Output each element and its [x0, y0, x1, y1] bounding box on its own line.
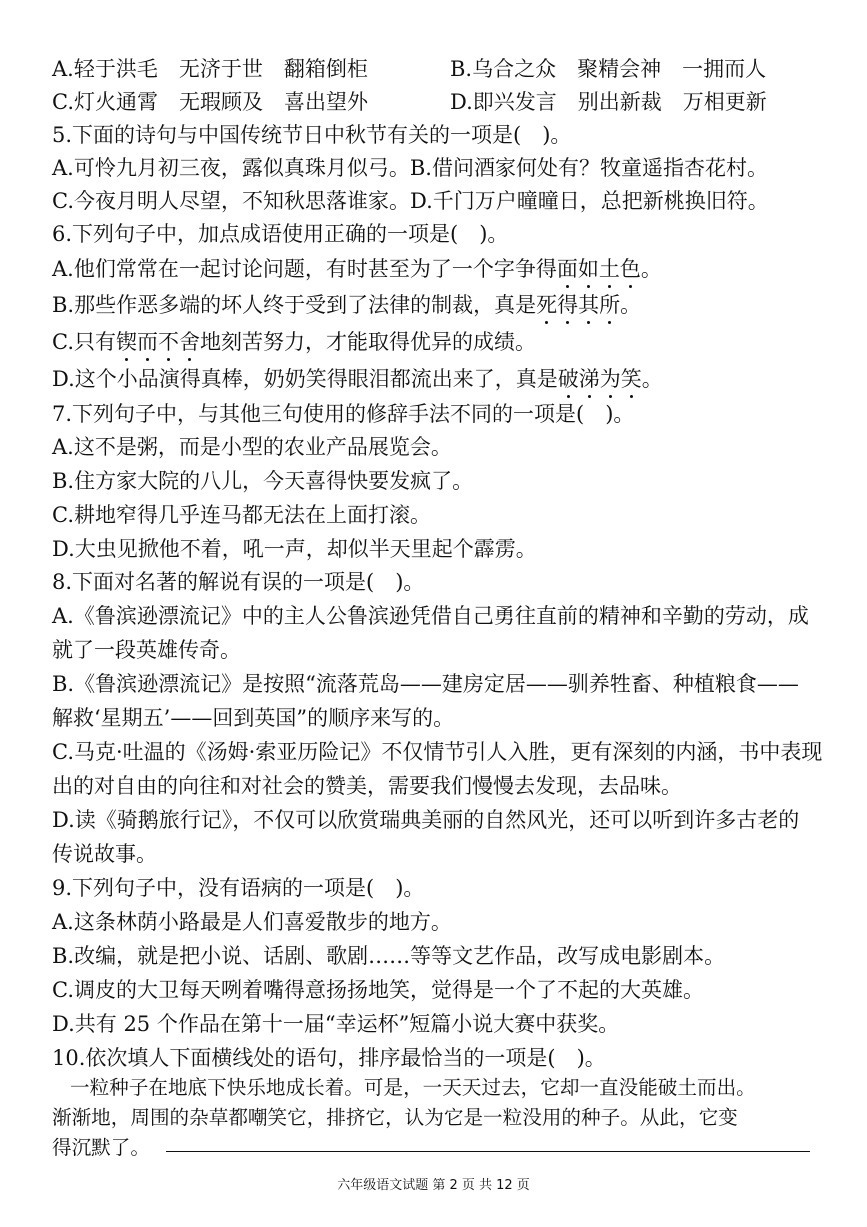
q6-option-c-end: 地刻苦努力，才能取得优异的成绩。: [200, 330, 536, 354]
q10-passage-line-2: 渐渐地，周围的杂草都嘲笑它，排挤它，认为它是一粒没用的种子。从此，它变: [52, 1106, 738, 1129]
q6-stem: 6.下列句子中，加点成语使用正确的一项是( )。: [52, 222, 509, 246]
dotted-char: 舍: [179, 330, 200, 354]
q6-option-a-text: A.他们常常在一起讨论问题，有时甚至为了一个字争得: [52, 257, 557, 281]
q10-passage-line-1: 一粒种子在地底下快乐地成长着。可是，一天天过去，它却一直没能破土而出。: [70, 1076, 756, 1099]
q7-option-c: C.耕地窄得几乎连马都无法在上面打滚。: [52, 503, 431, 527]
q6-option-b: [52, 291, 641, 319]
dotted-char: 笑: [620, 367, 642, 391]
page-footer: 六年级语文试题 第 2 页 共 12 页: [337, 1178, 530, 1193]
q5-option-b: B.借问酒家何处有？牧童遥指杏花村。: [409, 156, 768, 180]
q5-option-d: D.千门万户曈曈日，总把新桃换旧符。: [410, 189, 769, 213]
dotted-char: 所: [599, 293, 621, 317]
q8-option-b-line-1: B.《鲁滨逊漂流记》是按照“流落荒岛——建房定居——驯养牲畜、种植粮食——: [52, 672, 799, 696]
dotted-char: 如: [577, 257, 599, 281]
q6-option-d: [52, 365, 663, 393]
dotted-char: 为: [599, 367, 621, 391]
dotted-char: 涕: [578, 367, 600, 391]
q7-option-d: D.大虫见掀他不着，吼一声，却似半天里起个霹雳。: [52, 537, 537, 561]
q5-option-a: A.可怜九月初三夜，露似真珠月似弓。: [52, 156, 410, 180]
q8-option-c-line-1: C.马克·吐温的《汤姆·索亚历险记》不仅情节引人入胜，更有深刻的内涵，书中表现: [52, 740, 823, 764]
dotted-char: 不: [158, 330, 179, 354]
dotted-idiom: [557, 257, 641, 281]
q10-stem: 10.依次填人下面横线处的语句，排序最恰当的一项是( )。: [52, 1046, 606, 1070]
dotted-char: 土: [598, 257, 620, 281]
q4-option-c: C.灯火通霄 无瑕顾及 喜出望外: [52, 90, 368, 114]
q4-options-row-1: [52, 55, 766, 83]
q9-option-d: D.共有 25 个作品在第十一届“幸运杯”短篇小说大赛中获奖。: [52, 1012, 620, 1036]
q4-option-d: D.即兴发言 别出新裁 万相更新: [450, 90, 767, 114]
dotted-char: 得: [557, 293, 579, 317]
q4-option-b: B.乌合之众 聚精会神 一拥而人: [450, 57, 767, 81]
dotted-char: 其: [578, 293, 600, 317]
q5-stem: 5.下面的诗句与中国传统节日中秋节有关的一项是( )。: [52, 123, 572, 147]
q6-option-a-end: 。: [640, 257, 662, 281]
q6-option-b-text: B.那些作恶多端的坏人终于受到了法律的制裁，真是: [52, 293, 537, 317]
q5-option-c: C.今夜月明人尽望，不知秋思落谁家。: [52, 189, 410, 213]
dotted-char: 死: [536, 293, 558, 317]
q4-option-a: A.轻于洪毛 无济于世 翻箱倒柜: [52, 57, 368, 81]
q8-option-c-line-2: 出的对自由的向往和对社会的赞美，需要我们慢慢去发现，去品味。: [52, 774, 682, 798]
dotted-char: 锲: [116, 330, 137, 354]
q8-option-a-line-2: 就了一段英雄传奇。: [52, 638, 241, 662]
q5-options-row-1: [52, 154, 768, 182]
q9-stem: 9.下列句子中，没有语病的一项是( )。: [52, 876, 425, 900]
q7-stem: 7.下列句子中，与其他三句使用的修辞手法不同的一项是( )。: [52, 402, 635, 426]
q4-options-row-2: [52, 88, 767, 116]
q6-option-c: [52, 328, 536, 356]
answer-blank-line[interactable]: [166, 1151, 810, 1152]
dotted-char: 面: [556, 257, 578, 281]
q9-option-c: C.调皮的大卫每天咧着嘴得意扬扬地笑，觉得是一个了不起的大英雄。: [52, 978, 704, 1002]
q6-option-c-text: C.只有: [52, 330, 116, 354]
dotted-idiom: [558, 367, 642, 391]
q6-option-d-text: D.这个小品演得真棒，奶奶笑得眼泪都流出来了，真是: [52, 367, 558, 391]
q10-passage-line-3: 得沉默了。: [52, 1136, 150, 1159]
q7-option-b: B.住方家大院的八儿，今天喜得快要发疯了。: [52, 469, 474, 493]
q8-option-b-line-2: 解救‘星期五’——回到英国”的顺序来写的。: [52, 706, 455, 730]
q8-option-d-line-2: 传说故事。: [52, 842, 157, 866]
q5-options-row-2: [52, 187, 769, 215]
dotted-char: 色: [619, 257, 641, 281]
q8-option-a-line-1: A.《鲁滨逊漂流记》中的主人公鲁滨逊凭借自己勇往直前的精神和辛勤的劳动，成: [52, 604, 809, 628]
q6-option-b-end: 。: [620, 293, 642, 317]
q6-option-a: [52, 255, 662, 283]
q9-option-a: A.这条林荫小路最是人们喜爱散步的地方。: [52, 910, 452, 934]
q7-option-a: A.这不是粥，而是小型的农业产品展览会。: [52, 435, 452, 459]
dotted-idiom: [536, 293, 620, 317]
dotted-idiom: [116, 330, 200, 354]
dotted-char: 而: [137, 330, 158, 354]
q9-option-b: B.改编，就是把小说、话剧、歌剧……等等文艺作品，改写成电影剧本。: [52, 944, 726, 968]
q8-stem: 8.下面对名著的解说有误的一项是( )。: [52, 570, 425, 594]
dotted-char: 破: [557, 367, 579, 391]
q8-option-d-line-1: D.读《骑鹅旅行记》，不仅可以欣赏瑞典美丽的自然风光，还可以听到许多古老的: [52, 808, 800, 832]
q6-option-d-end: 。: [641, 367, 663, 391]
